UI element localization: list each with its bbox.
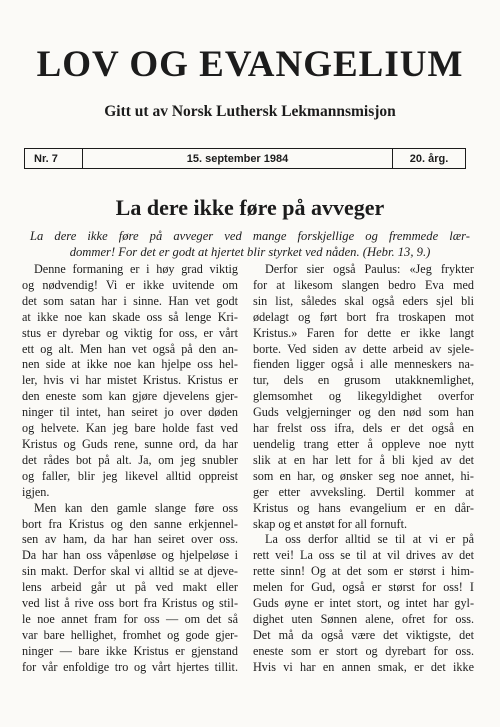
text-line: uendelig trang etter å oppleve noe nytt [253,436,474,451]
text-line: skap og et anstøt for all fornuft. [253,516,407,531]
text-line: La oss derfor alltid se til at vi er på [265,532,474,547]
text-line: bort fra Kristus og den sanne erkjennel- [22,516,238,531]
text-line: var bare hellighet, fromhet og gode gjer- [22,627,238,642]
text-line: for vår enfoldige tro og vårt hjertes tillit. [22,659,238,674]
volume-year: 20. årg. [409,152,449,165]
text-line: ødelagt og ført bort fra troskapen mot [253,309,474,324]
lead-line: dommer! For det er godt at hjertet blir styrket ved nåden. (Hebr. 13, 9.) [69,245,431,259]
text-line: sen av ham, da har han seiret over oss. [22,532,238,547]
text-line: ved list å rive oss bort fra Kristus og stil- [22,596,238,611]
text-line: har frelst oss ifra, dels er det også en [253,421,474,436]
text-line: og faller, blir jeg likevel alltid oppreist [22,468,238,483]
text-line: Det må da også være det viktigste, det [253,627,474,642]
text-line: lens arbeid går ut på ved makt eller [22,580,238,595]
text-line: rett vei! La oss se til at vil drives av det [253,548,474,563]
text-line: dighet uten Sønnen alene, ofret for oss. [253,611,474,626]
issue-info-bar [24,148,466,169]
text-line: ger etter avveksling. Dertil kommer at [253,484,474,499]
text-line: le noe annet fram for oss — om det så [22,611,238,626]
text-line: og helvete. Kan jeg bare holde fast ved [22,421,238,436]
text-line: Denne formaning er i høy grad viktig [34,262,238,276]
text-line: eneste som er stort og dyrebart for oss. [253,643,474,658]
text-line: det rådes bot på alt. Ja, om jeg snubler [22,452,238,467]
text-line: Kristus.» Faren for dette er ikke langt [253,325,474,340]
text-line: at ikke noe kan skade oss så lenge Kri- [22,309,238,324]
issue-date: 15. september 1984 [83,149,393,168]
text-line: Guds velgjerninger og den nød som han [253,405,474,420]
text-line: Da har han oss våpenløse og hjelpeløse i [22,548,238,563]
text-line: igjen. [22,484,50,499]
article-headline: La dere ikke føre på avveger [115,195,385,220]
text-line: og nødvendig! Vi er ikke uvitende om [22,277,238,292]
text-line: sin list, således skal også eders sjel bli [253,293,474,308]
left-text-column [22,262,238,676]
text-line: tur, dels en grusom utakknemlighet, [253,373,474,388]
text-line: ett og alt. Men han vet også på den an- [22,341,238,356]
text-line: slik at en har lett for å bli kjed av det [253,452,474,467]
text-line: sin makt. Derfor skal vi alltid se at djeve- [22,564,238,579]
text-line: det som satan har i sinne. Han vet godt [22,293,238,308]
text-line: fienden ligger også i alle menneskers na- [253,357,474,372]
text-line: stus er dyrebar og viktig for oss, er vårt [22,325,238,340]
text-line: den eneste som kan gjøre djevelens gjer- [22,389,238,404]
text-line: melen for Gud, også er størst for oss! I [253,580,474,595]
text-line: som en har, og ønsker seg noe annet, hi- [253,468,474,483]
right-text-column [253,262,474,676]
article-lead [30,228,470,260]
masthead-title: LOV OG EVANGELIUM [36,44,464,85]
text-line: Kristus og Guds rene, sunne ord, da har [22,436,238,451]
text-line: Kristus og hans evangelium er en dår- [253,500,474,515]
text-line: Derfor sier også Paulus: «Jeg frykter [265,262,474,276]
text-line: borte. Ved siden av dette arbeid av sjele- [253,341,474,356]
issue-number: Nr. 7 [25,149,83,168]
text-line: for at likesom slangen bedro Eva med [253,277,474,292]
text-line: Guds øyne er intet stort, og intet har gyl- [253,596,474,611]
text-line: Men kan den gamle slange føre oss [34,500,238,515]
text-line: glemsomhet og likegyldighet overfor [253,389,474,404]
lead-line: La dere ikke føre på avveger ved mange forskjellige og fremmede lær- [30,229,470,243]
text-line: Hvis vi har en annen smak, er det ikke [253,659,474,674]
text-line: ninger til intet, han seiret jo over døden [22,405,238,420]
publisher-subtitle: Gitt ut av Norsk Luthersk Lekmannsmisjon [104,103,396,120]
text-line: nen side at ikke noe kan hjelpe oss hel- [22,357,238,372]
text-line: rette sinn! Og at det som er størst i him- [253,564,474,579]
text-line: ninger — bare ikke Kristus er gjenstand [22,643,238,658]
text-line: ler, hvis vi har mistet Kristus. Kristus er [22,373,238,388]
